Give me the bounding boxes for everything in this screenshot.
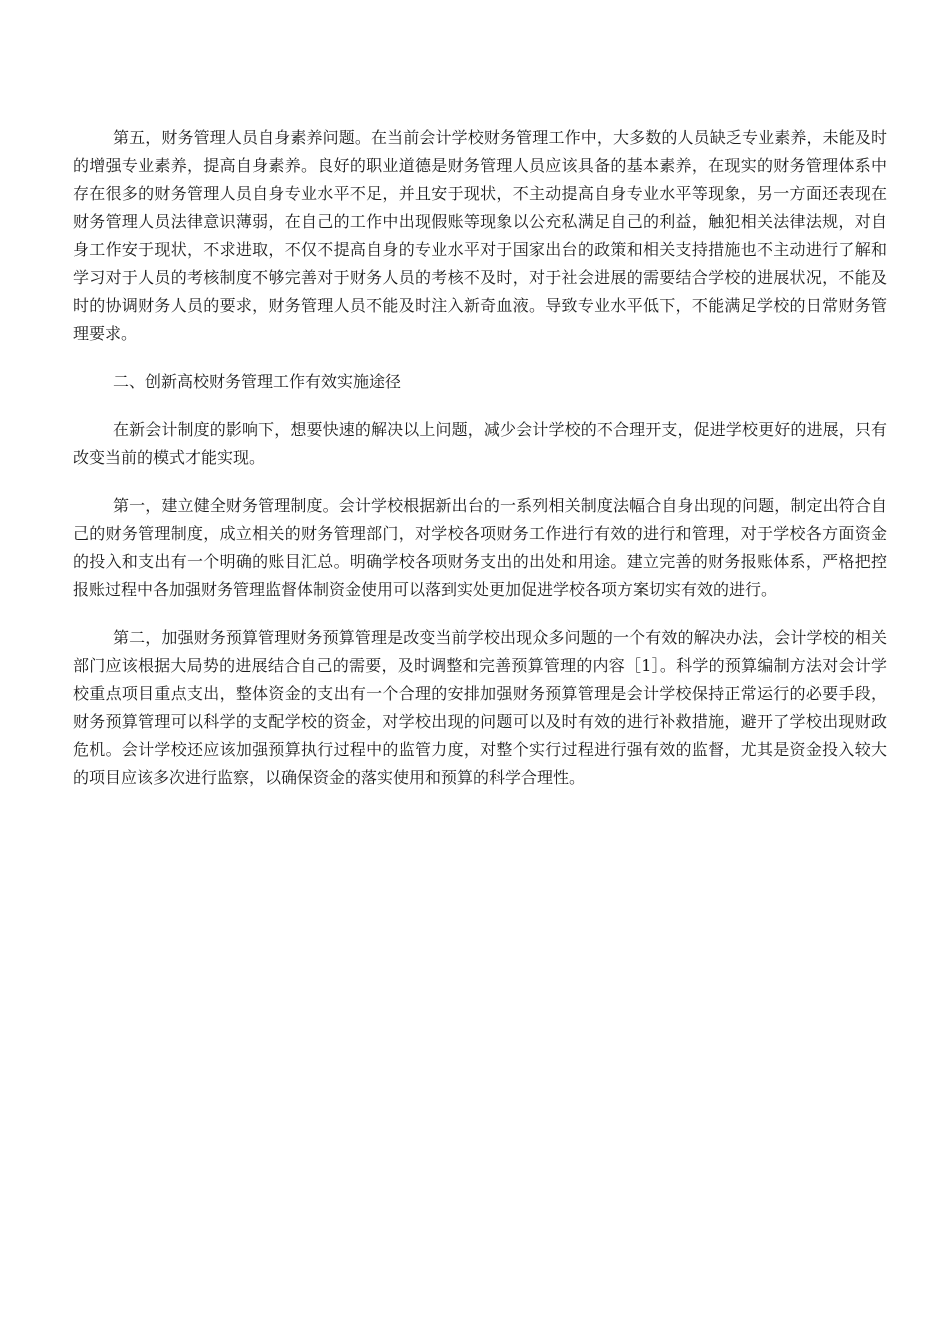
paragraph-staff-quality: 第五，财务管理人员自身素养问题。在当前会计学校财务管理工作中，大多数的人员缺乏专业素养，未能及时的增强专业素养，提高自身素养。良好的职业道德是财务管理人员应该具备的基本素养，在现实的财务管理体系中存在很多的财务管理人员自身专业水平不足，并且安于现状，不主动提高自身专业水平等现象，另一方面还表现在财务管理人员法律意识薄弱，在自己的工作中出现假账等现象以公充私满足自己的利益，触犯相关法律法规，对自身工作安于现状，不求进取，不仅不提高自身的专业水平对于国家出台的政策和相关支持措施也不主动进行了解和学习对于人员的考核制度不够完善对于财务人员的考核不及时，对于社会进展的需要结合学校的进展状况，不能及时的协调财务人员的要求，财务管理人员不能及时注入新奇血液。导致专业水平低下，不能满足学校的日常财务管理要求。 <box>73 128 887 343</box>
paragraph-intro: 在新会计制度的影响下，想要快速的解决以上问题，减少会计学校的不合理开支，促进学校更好的进展，只有改变当前的模式才能实现。 <box>73 420 887 467</box>
document-page <box>73 124 887 812</box>
section-heading: 二、创新高校财务管理工作有效实施途径 <box>113 372 402 391</box>
paragraph-second-measure: 第二，加强财务预算管理财务预算管理是改变当前学校出现众多问题的一个有效的解决办法，会计学校的相关部门应该根据大局势的进展结合自己的需要，及时调整和完善预算管理的内容［1］。科学的预算编制方法对会计学校重点项目重点支出，整体资金的支出有一个合理的安排加强财务预算管理是会计学校保持正常运行的必要手段，财务预算管理可以科学的支配学校的资金，对学校出现的问题可以及时有效的进行补救措施，避开了学校出现财政危机。会计学校还应该加强预算执行过程中的监管力度，对整个实行过程进行强有效的监督，尤其是资金投入较大的项目应该多次进行监察，以确保资金的落实使用和预算的科学合理性。 <box>73 628 887 787</box>
paragraph-first-measure: 第一，建立健全财务管理制度。会计学校根据新出台的一系列相关制度法幅合自身出现的问题，制定出符合自己的财务管理制度，成立相关的财务管理部门，对学校各项财务工作进行有效的进行和管理，对于学校各方面资金的投入和支出有一个明确的账目汇总。明确学校各项财务支出的出处和用途。建立完善的财务报账体系，严格把控报账过程中各加强财务管理监督体制资金使用可以落到实处更加促进学校各项方案切实有效的进行。 <box>73 496 887 599</box>
